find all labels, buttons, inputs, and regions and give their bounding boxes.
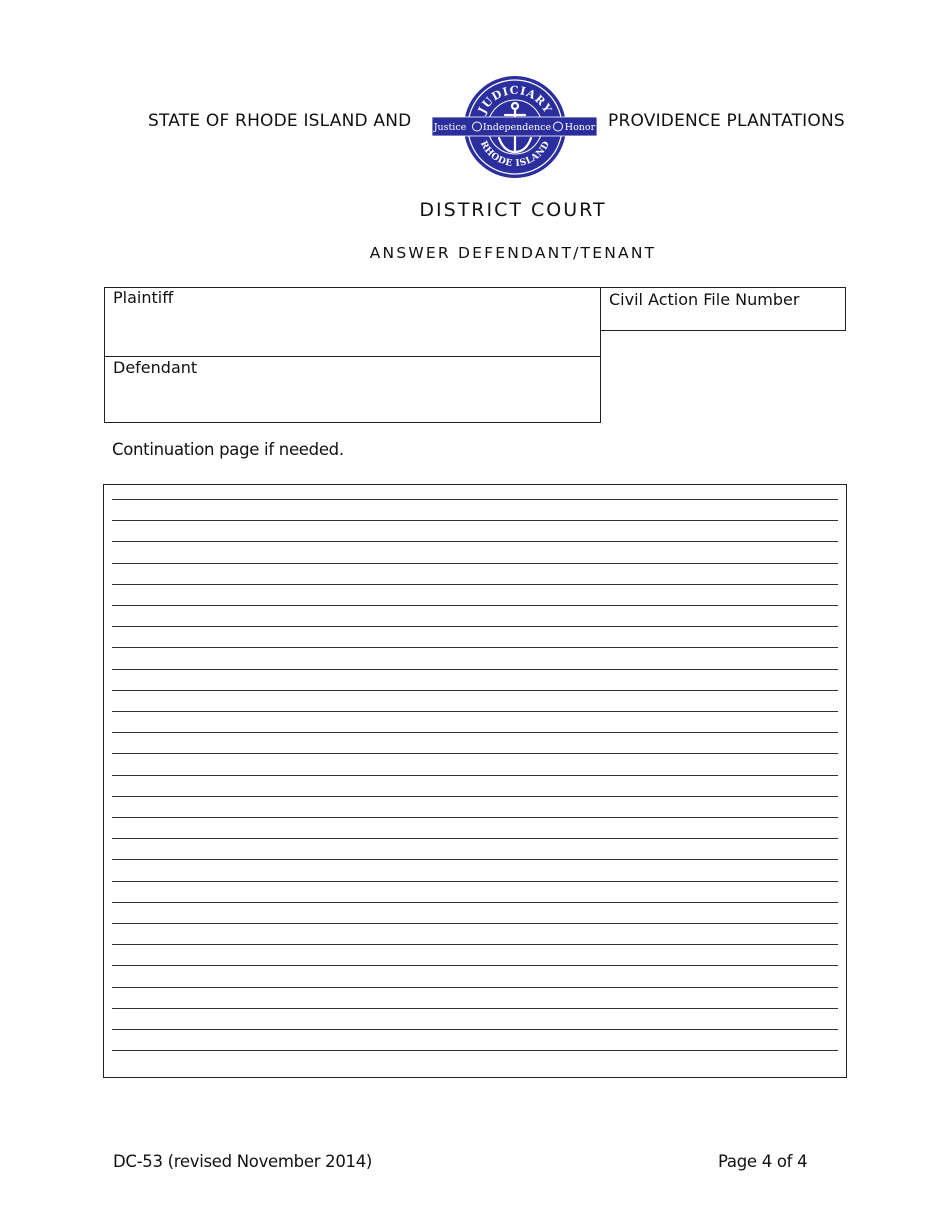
blank-line [112, 499, 838, 500]
blank-line [112, 647, 838, 648]
header-state-left: STATE OF RHODE ISLAND AND [148, 111, 412, 131]
blank-line [112, 690, 838, 691]
blank-line [112, 1029, 838, 1030]
blank-line [112, 753, 838, 754]
blank-line [112, 944, 838, 945]
blank-line [112, 838, 838, 839]
form-id: DC-53 (revised November 2014) [113, 1152, 373, 1171]
civil-action-box [600, 287, 846, 331]
blank-line [112, 987, 838, 988]
blank-line [112, 626, 838, 627]
court-title: DISTRICT COURT [419, 199, 607, 221]
blank-line [112, 669, 838, 670]
blank-line [112, 711, 838, 712]
blank-line [112, 775, 838, 776]
blank-line [112, 796, 838, 797]
parties-box [104, 287, 601, 423]
civil-action-label: Civil Action File Number [609, 290, 800, 309]
blank-line [112, 881, 838, 882]
header-state-right: PROVIDENCE PLANTATIONS [608, 111, 845, 131]
seal-banner-left: Justice [433, 122, 467, 133]
continuation-note: Continuation page if needed. [112, 440, 344, 459]
seal-bottom-text: RHODE ISLAND [477, 139, 553, 170]
blank-line [112, 563, 838, 564]
blank-line [112, 965, 838, 966]
blank-line [112, 1050, 838, 1051]
blank-line [112, 902, 838, 903]
blank-line [112, 732, 838, 733]
seal-banner-center: Independence [482, 122, 552, 133]
plaintiff-label: Plaintiff [113, 288, 174, 307]
blank-line [112, 817, 838, 818]
blank-line [112, 923, 838, 924]
continuation-lines-box [103, 484, 847, 1078]
blank-line [112, 1008, 838, 1009]
seal-banner-right: Honor [564, 122, 596, 133]
blank-line [112, 605, 838, 606]
seal-top-text: JUDICIARY [475, 83, 555, 116]
page-number: Page 4 of 4 [718, 1152, 808, 1171]
blank-line [112, 859, 838, 860]
defendant-label: Defendant [113, 358, 198, 377]
judiciary-seal [432, 72, 597, 182]
blank-line [112, 541, 838, 542]
blank-line [112, 584, 838, 585]
blank-line [112, 520, 838, 521]
form-title: ANSWER DEFENDANT/TENANT [369, 244, 657, 262]
party-divider [105, 356, 600, 357]
